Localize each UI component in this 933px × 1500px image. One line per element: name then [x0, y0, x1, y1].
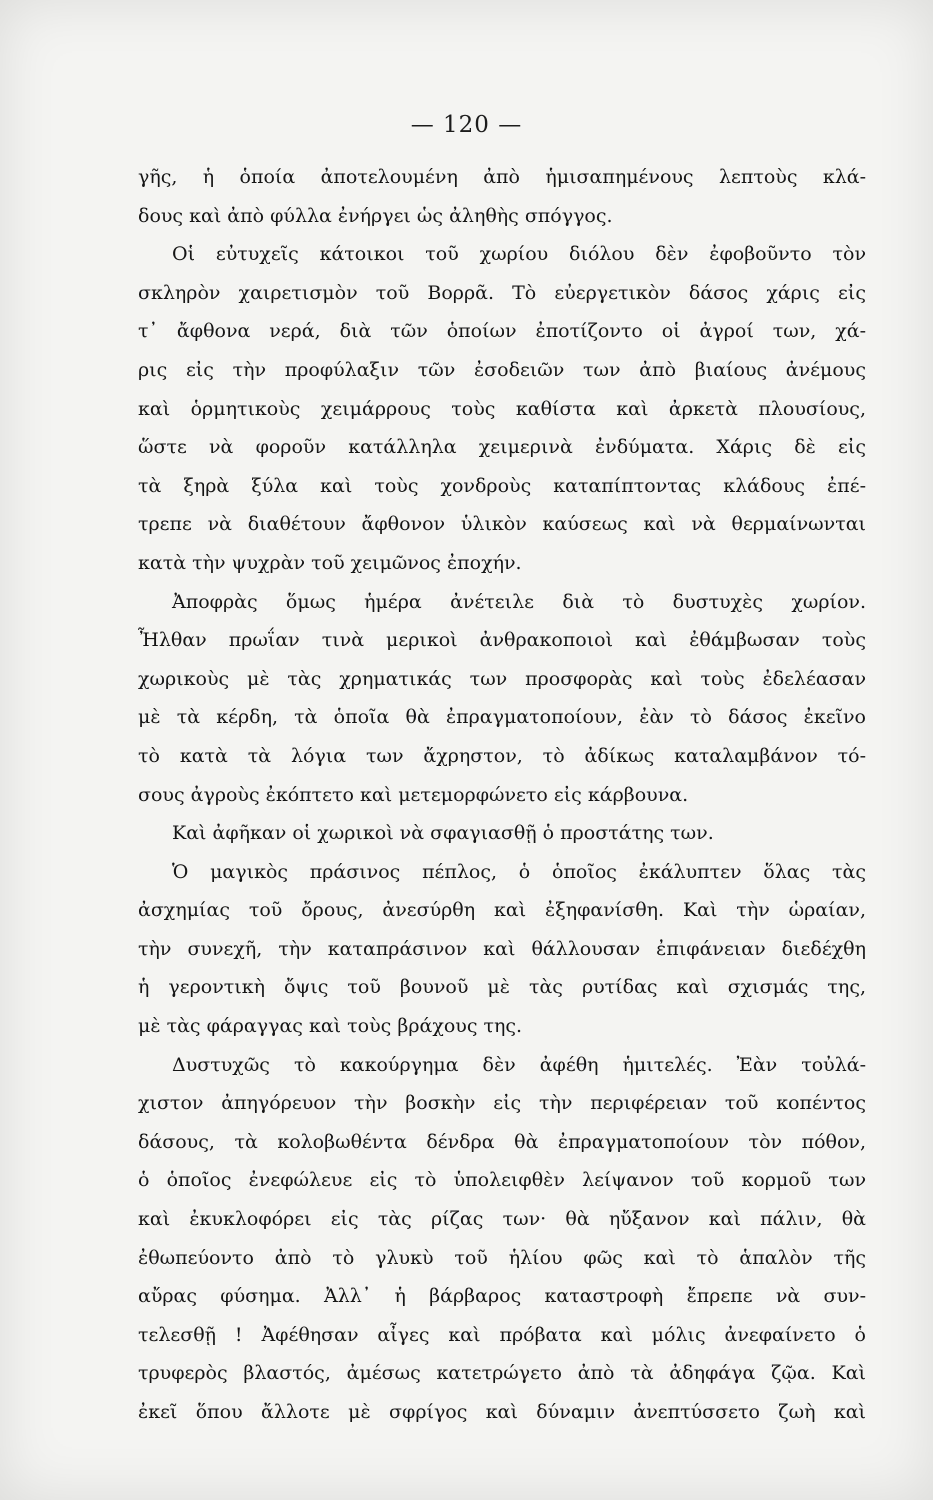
text-line: σκληρὸν χαιρετισμὸν τοῦ Βορρᾶ. Τὸ εὐεργετικὸν δάσος χάρις εἰς	[138, 281, 866, 304]
text-line: καὶ ἐκυκλοφόρει εἰς τὰς ρίζας των· θὰ ηὔξανον καὶ πάλιν, θὰ	[138, 1208, 866, 1231]
text-line: δους καὶ ἀπὸ φύλλα ἐνήργει ὡς ἀληθὴς σπόγγος.	[138, 204, 613, 227]
text-line: τὰ ξηρὰ ξύλα καὶ τοὺς χονδροὺς καταπίπτοντας κλάδους ἐπέ-	[138, 474, 866, 497]
page-number: — 120 —	[410, 112, 523, 138]
text-line: Καὶ ἀφῆκαν οἱ χωρικοὶ νὰ σφαγιασθῇ ὁ προστάτης των.	[172, 822, 714, 845]
text-line: κατὰ τὴν ψυχρὰν τοῦ χειμῶνος ἐποχήν.	[138, 551, 522, 574]
text-line: τ᾿ ἄφθονα νερά, διὰ τῶν ὁποίων ἐποτίζοντο οἱ ἀγροί των, χά-	[138, 320, 866, 343]
text-line: τελεσθῇ ! Ἀφέθησαν αἶγες καὶ πρόβατα καὶ μόλις ἀνεφαίνετο ὁ	[138, 1323, 866, 1346]
text-line: ὁ ὁποῖος ἐνεφώλευε εἰς τὸ ὑπολειφθὲν λείψανον τοῦ κορμοῦ των	[138, 1169, 866, 1192]
text-line: τὴν συνεχῆ, τὴν καταπράσινον καὶ θάλλουσαν ἐπιφάνειαν διεδέχθη	[138, 937, 866, 960]
text-line: χιστον ἀπηγόρευον τὴν βοσκὴν εἰς τὴν περιφέρειαν τοῦ κοπέντος	[138, 1092, 866, 1115]
text-line: γῆς, ἡ ὁποία ἀποτελουμένη ἀπὸ ἡμισαπημένους λεπτοὺς κλά-	[138, 166, 866, 188]
text-line: μὲ τὰς φάραγγας καὶ τοὺς βράχους της.	[138, 1015, 523, 1038]
text-line: Ἦλθαν πρωΐαν τινὰ μερικοὶ ἀνθρακοποιοὶ καὶ ἐθάμβωσαν τοὺς	[138, 629, 866, 652]
text-line: χωρικοὺς μὲ τὰς χρηματικάς των προσφορὰς καὶ τοὺς ἐδελέασαν	[138, 667, 866, 690]
text-line: ὥστε νὰ φοροῦν κατάλληλα χειμερινὰ ἐνδύματα. Χάρις δὲ εἰς	[138, 436, 866, 459]
text-line: αὔρας φύσημα. Ἀλλ᾿ ἡ βάρβαρος καταστροφὴ ἔπρεπε νὰ συν-	[138, 1285, 866, 1308]
text-line: μὲ τὰ κέρδη, τὰ ὁποῖα θὰ ἐπραγματοποίουν, ἐὰν τὸ δάσος ἐκεῖνο	[138, 706, 866, 729]
text-line: Δυστυχῶς τὸ κακούργημα δὲν ἀφέθη ἡμιτελές. Ἐὰν τοὐλά-	[172, 1053, 866, 1076]
text-line: τὸ κατὰ τὰ λόγια των ἄχρηστον, τὸ ἀδίκως καταλαμβάνον τό-	[138, 744, 866, 767]
text-line: δάσους, τὰ κολοβωθέντα δένδρα θὰ ἐπραγματοποίουν τὸν πόθον,	[138, 1130, 866, 1153]
text-line: ρις εἰς τὴν προφύλαξιν τῶν ἐσοδειῶν των ἀπὸ βιαίους ἀνέμους	[138, 358, 866, 381]
body-text	[138, 158, 866, 1432]
text-line: ἡ γεροντικὴ ὄψις τοῦ βουνοῦ μὲ τὰς ρυτίδας καὶ σχισμάς της,	[138, 976, 866, 999]
text-line: ἀσχημίας τοῦ ὄρους, ἀνεσύρθη καὶ ἐξηφανίσθη. Καὶ τὴν ὡραίαν,	[138, 899, 866, 922]
text-line: καὶ ὁρμητικοὺς χειμάρρους τοὺς καθίστα καὶ ἀρκετὰ πλουσίους,	[138, 397, 866, 420]
text-line: σους ἀγροὺς ἐκόπτετο καὶ μετεμορφώνετο εἰς κάρβουνα.	[138, 783, 689, 806]
text-line: Οἱ εὐτυχεῖς κάτοικοι τοῦ χωρίου διόλου δὲν ἐφοβοῦντο τὸν	[172, 243, 866, 266]
text-line: τρεπε νὰ διαθέτουν ἄφθονον ὑλικὸν καύσεως καὶ νὰ θερμαίνωνται	[138, 513, 866, 536]
text-line: ἐκεῖ ὅπου ἄλλοτε μὲ σφρίγος καὶ δύναμιν ἀνεπτύσσετο ζωὴ καὶ	[138, 1401, 866, 1423]
text-line: Ἀποφρὰς ὅμως ἡμέρα ἀνέτειλε διὰ τὸ δυστυχὲς χωρίον.	[172, 590, 866, 613]
text-line: ἐθωπεύοντο ἀπὸ τὸ γλυκὺ τοῦ ἡλίου φῶς καὶ τὸ ἁπαλὸν τῆς	[138, 1246, 866, 1269]
text-line: τρυφερὸς βλαστός, ἀμέσως κατετρώγετο ἀπὸ τὰ ἀδηφάγα ζῷα. Καὶ	[138, 1362, 866, 1385]
text-line: Ὁ μαγικὸς πράσινος πέπλος, ὁ ὁποῖος ἐκάλυπτεν ὅλας τὰς	[172, 860, 866, 883]
